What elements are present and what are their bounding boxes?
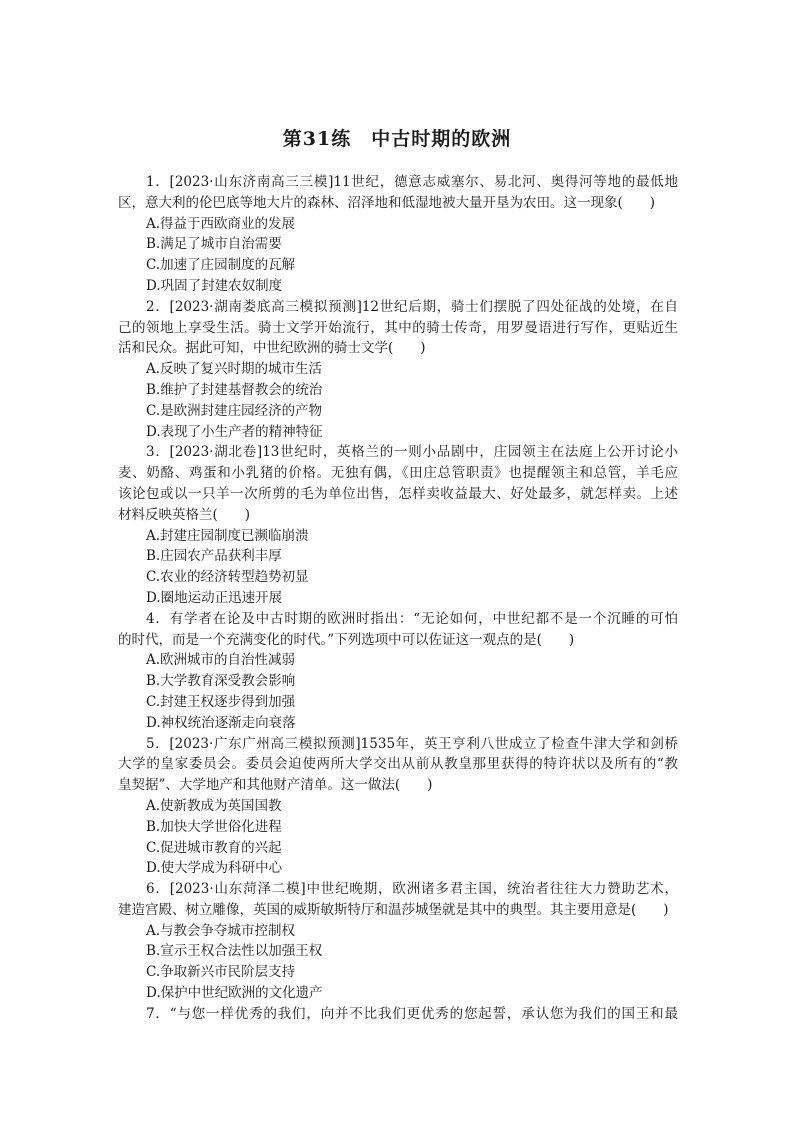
option-b: B.满足了城市自治需要 (146, 236, 282, 253)
question-stem-line: 该论包或以一只羊一次所剪的毛为单位出售，怎样卖收益最大、好处最多，就怎样卖。上述 (118, 485, 678, 502)
question-stem-line: 区，意大利的伦巴底等地大片的森林、沼泽地和低湿地被大量开垦为农田。这一现象( ) (118, 194, 656, 211)
option-a: A.与教会争夺城市控制权 (146, 922, 296, 939)
question-stem-line: 1．[2023·山东济南高三三模]11世纪，德意志威塞尔、易北河、奥得河等地的最低地 (146, 174, 678, 190)
option-b: B.维护了封建基督教会的统治 (146, 381, 323, 398)
option-b: B.加快大学世俗化进程 (146, 818, 282, 835)
question-3 (118, 442, 678, 608)
question-6 (118, 879, 678, 1004)
question-stem-line: 己的领地上享受生活。骑士文学开始流行，其中的骑士传奇，用罗曼语进行写作，更贴近生 (118, 319, 678, 336)
option-a: A.欧洲城市的自治性减弱 (146, 652, 296, 669)
question-stem-line: 4．有学者在论及中古时期的欧洲时指出：“无论如何，中世纪都不是一个沉睡的可怕 (146, 610, 678, 627)
question-stem-line: 大学的皇家委员会。委员会迫使两所大学交出从前从教皇那里获得的特许状以及所有的“教 (118, 756, 678, 773)
question-7 (118, 1004, 678, 1025)
option-c: C.农业的经济转型趋势初显 (146, 569, 309, 586)
question-5 (118, 734, 678, 880)
question-stem-line: 建造宫殿、树立雕像，英国的威斯敏斯特厅和温莎城堡就是其中的典型。其主要用意是( ) (118, 901, 669, 918)
option-d: D.保护中世纪欧洲的文化遗产 (146, 985, 323, 1002)
option-b: B.宣示王权合法性以加强王权 (146, 943, 323, 960)
option-a: A.得益于西欧商业的发展 (146, 215, 296, 232)
option-d: D.巩固了封建农奴制度 (146, 277, 283, 294)
option-c: C.争取新兴市民阶层支持 (146, 964, 296, 981)
question-stem-line: 活和民众。据此可知，中世纪欧洲的骑士文学( ) (118, 340, 426, 357)
option-a: A.封建庄园制度已濒临崩溃 (146, 527, 309, 544)
question-4 (118, 609, 678, 734)
option-c: C.促进城市教育的兴起 (146, 839, 282, 856)
question-2 (118, 297, 678, 443)
question-stem-line: 6．[2023·山东菏泽二模]中世纪晚期，欧洲诸多君主国，统治者往往大力赞助艺术， (146, 881, 678, 898)
question-stem-line: 5．[2023·广东广州高三模拟预测]1535年，英王亨利八世成立了检查牛津大学和剑桥 (146, 735, 678, 752)
page-title: 第31练 中古时期的欧洲 (282, 128, 512, 150)
question-stem-line: 的时代，而是一个充满变化的时代。”下列选项中可以佐证这一观点的是( ) (118, 631, 575, 648)
question-list (118, 172, 678, 1025)
question-stem-line: 7．“与您一样优秀的我们，向并不比我们更优秀的您起誓，承认您为我们的国王和最 (146, 1005, 678, 1022)
question-stem-line: 2．[2023·湖南娄底高三模拟预测]12世纪后期，骑士们摆脱了四处征战的处境，在自 (146, 298, 678, 315)
question-stem-line: 材料反映英格兰( ) (118, 506, 251, 523)
option-c: C.加速了庄园制度的瓦解 (146, 257, 296, 274)
option-a: A.反映了复兴时期的城市生活 (146, 361, 323, 378)
question-stem-line: 皇契据”、大学地产和其他财产清单。这一做法( ) (118, 777, 433, 794)
question-stem-line: 麦、奶酪、鸡蛋和小乳猪的价格。无独有偶，《田庄总管职责》也提醒领主和总管，羊毛应 (118, 465, 678, 482)
option-d: D.神权统治逐渐走向衰落 (146, 714, 296, 731)
option-c: C.是欧洲封建庄园经济的产物 (146, 402, 323, 419)
option-d: D.圈地运动正迅速开展 (146, 589, 283, 606)
question-1 (118, 172, 678, 297)
option-b: B.大学教育深受教会影响 (146, 673, 296, 690)
option-a: A.使新教成为英国国教 (146, 797, 282, 814)
option-b: B.庄园农产品获利丰厚 (146, 548, 282, 565)
question-stem-line: 3．[2023·湖北卷]13世纪时，英格兰的一则小品剧中，庄园领主在法庭上公开讨论小 (146, 444, 678, 461)
option-d: D.使大学成为科研中心 (146, 860, 283, 877)
option-d: D.表现了小生产者的精神特征 (146, 423, 323, 440)
option-c: C.封建王权逐步得到加强 (146, 693, 296, 710)
